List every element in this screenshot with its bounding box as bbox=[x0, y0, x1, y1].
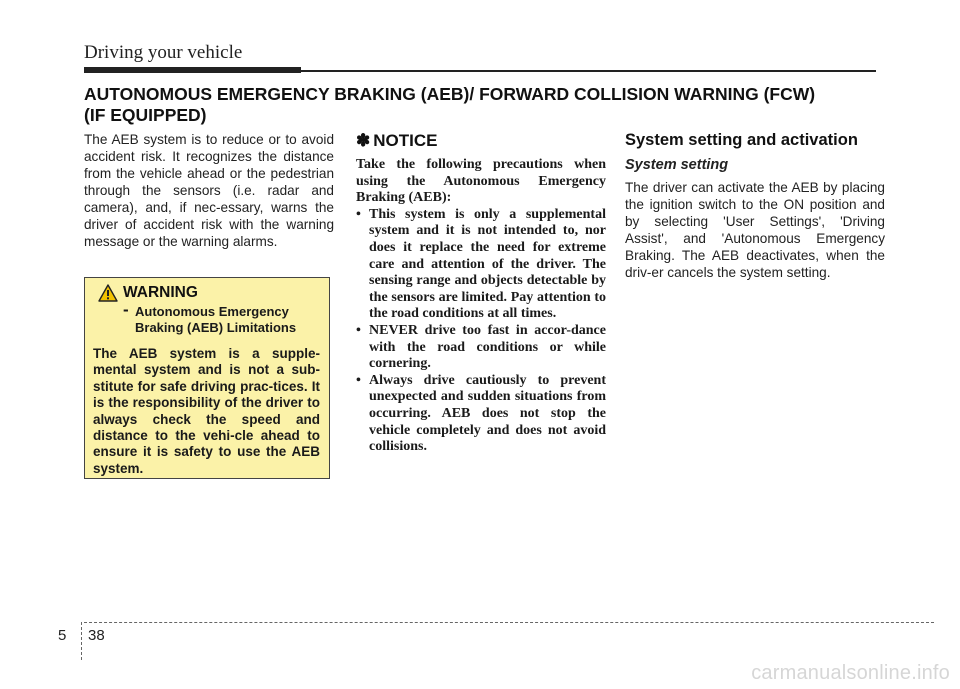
warning-triangle-icon bbox=[98, 284, 118, 302]
notice-intro: Take the following precautions when using the Autonomous Emergency Braking (AEB): bbox=[356, 157, 606, 206]
section-title bbox=[84, 84, 884, 126]
section-title-line1: AUTONOMOUS EMERGENCY BRAKING (AEB)/ FORWARD COLLISION WARNING (FCW) bbox=[84, 84, 816, 104]
notice-item bbox=[356, 207, 606, 323]
bullet-icon: • bbox=[356, 372, 361, 388]
settings-column bbox=[625, 131, 885, 281]
system-setting-text: The driver can activate the AEB by placing the ignition switch to the ON position and by selecting 'User Settings', 'Driving Assist', and 'Autonomous Emergency Braking. The AEB deactivates, when the driv-er cancels the system setting. bbox=[625, 180, 885, 280]
warning-body: The AEB system is a supple-mental system and is not a sub-stitute for safe driving prac-tices. It is the responsibility of the driver to always check the speed and distance to the vehi-cle ahead to ensure it is safety to use the AEB system. bbox=[93, 346, 320, 476]
notice-item bbox=[356, 323, 606, 373]
header-rule bbox=[84, 70, 876, 72]
notice-item-text: NEVER drive too fast in accor-dance with the road conditions or while cornering. bbox=[369, 322, 606, 372]
notice-item-text: This system is only a supplemental system and it is not intended to, nor does it replace the need for extreme care and attention of the driver. The sensing range and objects detectable by the sensors are limited. Pay attention to the road conditions at all times. bbox=[369, 206, 606, 322]
section-number: 5 bbox=[58, 627, 67, 644]
page-number: 38 bbox=[88, 627, 105, 644]
warning-header bbox=[98, 284, 320, 302]
bullet-icon: • bbox=[356, 206, 361, 222]
notice-heading bbox=[356, 131, 606, 151]
notice-column bbox=[356, 131, 606, 456]
section-title-line2: (IF EQUIPPED) bbox=[84, 105, 207, 125]
footer-rule bbox=[84, 622, 934, 623]
notice-title: NOTICE bbox=[373, 131, 438, 150]
footer-divider bbox=[81, 622, 82, 660]
system-setting-heading: System setting and activation bbox=[625, 131, 858, 149]
dash-glyph: - bbox=[123, 300, 129, 319]
warning-box bbox=[84, 277, 330, 479]
notice-item-text: Always drive cautiously to prevent unexpected and sudden situations from occurring. AEB does not stop the vehicle completely and does not avoid collisions. bbox=[369, 372, 606, 455]
running-title: Driving your vehicle bbox=[84, 42, 243, 63]
warning-subtitle-text: Autonomous Emergency Braking (AEB) Limitations bbox=[135, 304, 297, 335]
intro-paragraph: The AEB system is to reduce or to avoid accident risk. It recognizes the distance from the vehicle ahead or the pedestrian through the sensors (i.e. radar and camera), and, if nec-essary, warns the driver of accident risk with the warning message or the warning alarms. bbox=[84, 132, 334, 249]
warning-title: WARNING bbox=[123, 284, 198, 301]
warning-subtitle bbox=[123, 300, 320, 336]
notice-list bbox=[356, 207, 606, 456]
notice-item bbox=[356, 373, 606, 456]
column-intro bbox=[84, 131, 334, 250]
watermark: carmanualsonline.info bbox=[751, 662, 950, 684]
notice-asterisk-icon: ✽ bbox=[356, 131, 371, 150]
system-setting-subheading: System setting bbox=[625, 157, 729, 173]
bullet-icon: • bbox=[356, 322, 361, 338]
